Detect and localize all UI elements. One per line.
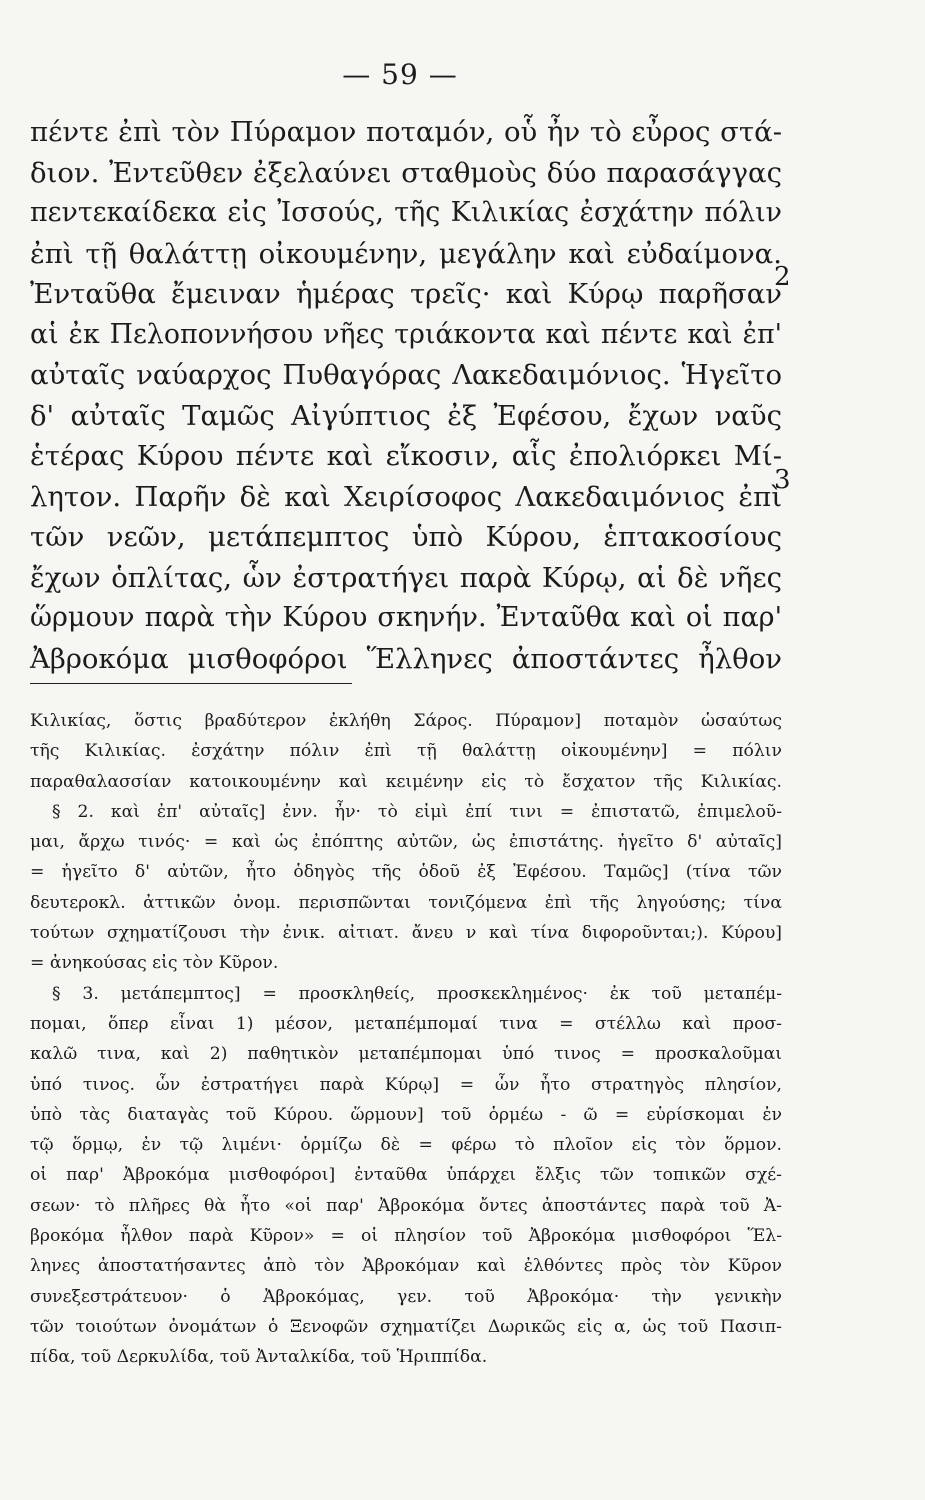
note-line: σεων· τὸ πλῆρες θὰ ἦτο «οἱ παρ' Ἀβροκόμα ὄντες ἀποστάντες παρὰ τοῦ Ἀ-: [30, 1195, 782, 1216]
note-line: πίδα, τοῦ Δερκυλίδα, τοῦ Ἀνταλκίδα, τοῦ Ἡριππίδα.: [30, 1347, 488, 1368]
note-line: Κιλικίας, ὅστις βραδύτερον ἐκλήθη Σάρος. Πύραμον] ποταμὸν ὡσαύτως: [30, 711, 782, 731]
note-line: ληνες ἀποστατήσαντες ἀπὸ τὸν Ἀβροκόμαν καὶ ἐλθόντες πρὸς τὸν Κῦρον: [30, 1256, 782, 1277]
note-line: καλῶ τινα, καὶ 2) παθητικὸν μεταπέμπομαι ὑπό τινος = προσκαλοῦμαι: [30, 1044, 782, 1065]
main-line: Ἐνταῦθα ἔμειναν ἡμέρας τρεῖς· καὶ Κύρῳ παρῆσαν: [30, 278, 782, 310]
note-line: πομαι, ὅπερ εἶναι 1) μέσον, μεταπέμπομαί τινα = στέλλω καὶ προσ-: [30, 1013, 782, 1034]
note-line: τούτων σχηματίζουσι τὴν ἐνικ. αἰτιατ. ἄνευ ν καὶ τίνα διφοροῦνται;). Κύρου]: [30, 923, 782, 944]
footnote-rule: [30, 683, 352, 684]
note-line: = ἡγεῖτο δ' αὐτῶν, ἦτο ὁδηγὸς τῆς ὁδοῦ ἐξ Ἐφέσου. Ταμῶς] (τίνα τῶν: [30, 862, 782, 883]
note-line: = ἀνηκούσας εἰς τὸν Κῦρον.: [30, 953, 279, 974]
note-line: τῶν τοιούτων ὀνομάτων ὁ Ξενοφῶν σχηματίζει Δωρικῶς εἰς α, ὡς τοῦ Πασιπ-: [30, 1316, 782, 1337]
margin-number-section-2: 2: [774, 262, 791, 292]
note-line: τῆς Κιλικίας. ἐσχάτην πόλιν ἐπὶ τῇ θαλάττῃ οἰκουμένην] = πόλιν: [30, 741, 782, 762]
note-line: μαι, ἄρχω τινός· = καὶ ὡς ἐπόπτης αὐτῶν, ὡς ἐπιστάτης. ἡγεῖτο δ' αὐταῖς]: [30, 832, 782, 853]
main-line: διον. Ἐντεῦθεν ἐξελαύνει σταθμοὺς δύο παρασάγγας: [30, 156, 782, 189]
note-line: συνεξεστράτευον· ὁ Ἀβροκόμας, γεν. τοῦ Ἀβροκόμα· τὴν γενικὴν: [30, 1286, 782, 1307]
main-text: [30, 112, 782, 679]
commentary-notes: [30, 706, 782, 1373]
margin-number-section-3: 3: [774, 465, 791, 495]
note-line: δευτεροκλ. ἀττικῶν ὀνομ. περισπῶνται τονιζόμενα ἐπὶ τῆς ληγούσης; τίνα: [30, 892, 782, 913]
main-line: ἐπὶ τῇ θαλάττῃ οἰκουμένην, μεγάλην καὶ εὐδαίμονα.: [30, 237, 782, 270]
note-line: παραθαλασσίαν κατοικουμένην καὶ κειμένην εἰς τὸ ἔσχατον τῆς Κιλικίας.: [30, 771, 782, 792]
main-line: λητον. Παρῆν δὲ καὶ Χειρίσοφος Λακεδαιμόνιος ἐπὶ: [30, 480, 782, 513]
main-line: πεντεκαίδεκα εἰς Ἰσσούς, τῆς Κιλικίας ἐσχάτην πόλιν: [30, 197, 782, 228]
main-line: τῶν νεῶν, μετάπεμπτος ὑπὸ Κύρου, ἑπτακοσίους: [30, 521, 782, 553]
main-line: ἔχων ὁπλίτας, ὧν ἐστρατήγει παρὰ Κύρῳ, αἱ δὲ νῆες: [30, 561, 782, 594]
note-line: οἱ παρ' Ἀβροκόμα μισθοφόροι] ἐνταῦθα ὑπάρχει ἔλξις τῶν τοπικῶν σχέ-: [30, 1165, 782, 1186]
note-line: βροκόμα ἦλθον παρὰ Κῦρον» = οἱ πλησίον τοῦ Ἀβροκόμα μισθοφόροι Ἕλ-: [30, 1226, 782, 1247]
note-line: τῷ ὅρμῳ, ἐν τῷ λιμένι· ὁρμίζω δὲ = φέρω τὸ πλοῖον εἰς τὸν ὅρμον.: [30, 1135, 782, 1156]
main-line: δ' αὐταῖς Ταμῶς Αἰγύπτιος ἐξ Ἐφέσου, ἔχων ναῦς: [30, 399, 782, 432]
main-line: αὐταῖς ναύαρχος Πυθαγόρας Λακεδαιμόνιος. Ἡγεῖτο: [30, 359, 782, 391]
main-line: αἱ ἐκ Πελοποννήσου νῆες τριάκοντα καὶ πέντε καὶ ἐπ': [30, 318, 782, 350]
note-line: § 2. καὶ ἐπ' αὐταῖς] ἐνν. ἦν· τὸ εἰμὶ ἐπί τινι = ἐπιστατῶ, ἐπιμελοῦ-: [52, 801, 782, 822]
main-line: ὥρμουν παρὰ τὴν Κύρου σκηνήν. Ἐνταῦθα καὶ οἱ παρ': [30, 602, 782, 633]
note-line: ὑπὸ τὰς διαταγὰς τοῦ Κύρου. ὥρμουν] τοῦ ὁρμέω - ῶ = εὑρίσκομαι ἐν: [30, 1104, 782, 1125]
note-line: § 3. μετάπεμπτος] = προσκληθείς, προσκεκλημένος· ἐκ τοῦ μεταπέμ-: [52, 983, 782, 1004]
main-line: Ἀβροκόμα μισθοφόροι Ἕλληνες ἀποστάντες ἦλθον: [30, 642, 782, 675]
note-line: ὑπό τινος. ὧν ἐστρατήγει παρὰ Κύρῳ] = ὧν ἦτο στρατηγὸς πλησίον,: [30, 1074, 782, 1095]
main-line: ἑτέρας Κύρου πέντε καὶ εἴκοσιν, αἷς ἐπολιόρκει Μί-: [30, 440, 782, 472]
main-line: πέντε ἐπὶ τὸν Πύραμον ποταμόν, οὗ ἦν τὸ εὖρος στά-: [30, 116, 782, 148]
page-number: — 59 —: [342, 58, 458, 91]
